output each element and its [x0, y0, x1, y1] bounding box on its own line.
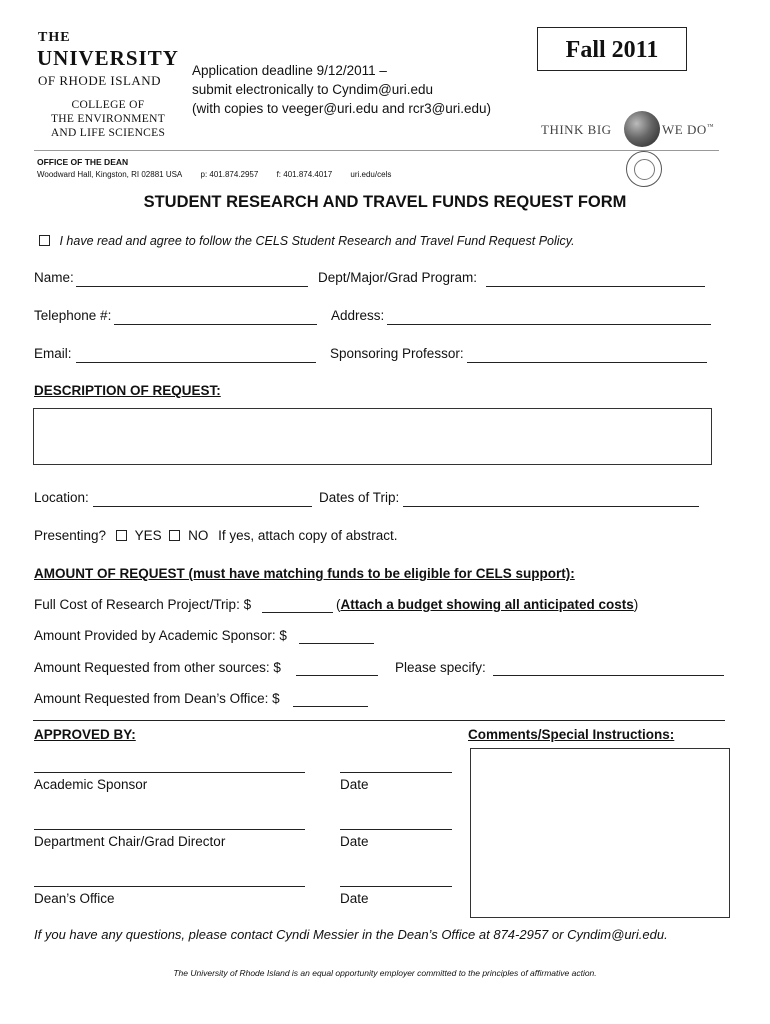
- contact-note: If you have any questions, please contact Cyndi Messier in the Dean’s Office at 874-2957 or Cyndim@uri.edu.: [34, 927, 668, 942]
- office-title: OFFICE OF THE DEAN: [37, 157, 129, 167]
- globe-icon: [624, 111, 660, 147]
- date-label: Date: [340, 891, 369, 906]
- presenting-row: [34, 528, 398, 543]
- full-cost-note-wrap: (Attach a budget showing all anticipated costs): [336, 597, 639, 612]
- yes-label: YES: [134, 528, 162, 543]
- college-name: [38, 98, 178, 140]
- date-label: Date: [340, 777, 369, 792]
- date-line[interactable]: [340, 829, 452, 830]
- comments-box[interactable]: [470, 748, 730, 918]
- footer-note: The University of Rhode Island is an equal opportunity employer committed to the principles of affirmative action.: [173, 968, 597, 978]
- no-checkbox[interactable]: [169, 530, 180, 541]
- form-title: STUDENT RESEARCH AND TRAVEL FUNDS REQUEST FORM: [143, 193, 627, 211]
- deadline-line: submit electronically to Cyndim@uri.edu: [192, 82, 434, 97]
- office-contact: [37, 170, 391, 179]
- address-label: Address:: [331, 308, 385, 323]
- signature-line[interactable]: [34, 772, 305, 773]
- university-seal-icon: [626, 151, 662, 187]
- location-label: Location:: [34, 490, 89, 505]
- email-label: Email:: [34, 346, 72, 361]
- office-address: Woodward Hall, Kingston, RI 02881 USA: [37, 170, 183, 179]
- slogan-left: THINK BIG: [541, 122, 612, 137]
- approved-heading: APPROVED BY:: [34, 727, 136, 742]
- sponsor-amount-label: Amount Provided by Academic Sponsor: $: [34, 628, 287, 643]
- date-label: Date: [340, 834, 369, 849]
- office-fax: f: 401.874.4017: [276, 170, 333, 179]
- agreement-row: [39, 234, 575, 248]
- address-field[interactable]: [387, 324, 711, 325]
- dean-amount-label: Amount Requested from Dean’s Office: $: [34, 691, 280, 706]
- please-specify-field[interactable]: [493, 675, 724, 676]
- dates-field[interactable]: [403, 506, 699, 507]
- signature-role: Department Chair/Grad Director: [34, 834, 226, 849]
- college-line: THE ENVIRONMENT: [50, 113, 166, 125]
- full-cost-label: Full Cost of Research Project/Trip: $: [34, 597, 252, 612]
- office-phone: p: 401.874.2957: [200, 170, 259, 179]
- header-divider: [34, 150, 719, 151]
- sponsor-field[interactable]: [467, 362, 707, 363]
- office-web: uri.edu/cels: [350, 170, 392, 179]
- deadline-line: Application deadline 9/12/2011 –: [192, 63, 387, 78]
- deadline-line: (with copies to veeger@uri.edu and rcr3@uri.edu): [192, 101, 492, 116]
- section-divider: [33, 720, 725, 721]
- signature-line[interactable]: [34, 886, 305, 887]
- full-cost-note: Attach a budget showing all anticipated costs: [340, 597, 634, 612]
- yes-checkbox[interactable]: [116, 530, 127, 541]
- presenting-label: Presenting?: [34, 528, 107, 543]
- slogan-right: WE DO™: [662, 122, 715, 137]
- email-field[interactable]: [76, 362, 316, 363]
- description-box[interactable]: [33, 408, 712, 465]
- description-heading: DESCRIPTION OF REQUEST:: [34, 383, 221, 398]
- amount-heading: AMOUNT OF REQUEST (must have matching funds to be eligible for CELS support):: [34, 566, 575, 581]
- comments-heading: Comments/Special Instructions:: [468, 727, 675, 742]
- sponsor-label: Sponsoring Professor:: [330, 346, 464, 361]
- date-line[interactable]: [340, 886, 452, 887]
- date-line[interactable]: [340, 772, 452, 773]
- term-badge: Fall 2011: [537, 27, 687, 71]
- name-field[interactable]: [76, 286, 308, 287]
- name-label: Name:: [34, 270, 74, 285]
- telephone-field[interactable]: [114, 324, 317, 325]
- signature-line[interactable]: [34, 829, 305, 830]
- full-cost-field[interactable]: [262, 612, 333, 613]
- university-state: OF RHODE ISLAND: [38, 73, 162, 88]
- signature-role: Academic Sponsor: [34, 777, 148, 792]
- telephone-label: Telephone #:: [34, 308, 112, 323]
- college-line: COLLEGE OF: [71, 99, 145, 111]
- signature-role: Dean’s Office: [34, 891, 115, 906]
- presenting-note: If yes, attach copy of abstract.: [218, 528, 398, 543]
- agreement-text: I have read and agree to follow the CELS Student Research and Travel Fund Request Policy.: [59, 234, 575, 248]
- university-name: UNIVERSITY: [37, 46, 179, 70]
- dept-field[interactable]: [486, 286, 705, 287]
- other-sources-field[interactable]: [296, 675, 378, 676]
- please-specify-label: Please specify:: [395, 660, 486, 675]
- college-line: AND LIFE SCIENCES: [50, 127, 166, 139]
- no-label: NO: [188, 528, 209, 543]
- university-the: THE: [38, 30, 71, 45]
- deadline-notice: [192, 61, 491, 118]
- location-field[interactable]: [93, 506, 312, 507]
- agreement-checkbox[interactable]: [39, 235, 50, 246]
- dates-label: Dates of Trip:: [319, 490, 400, 505]
- dept-label: Dept/Major/Grad Program:: [318, 270, 478, 285]
- dean-amount-field[interactable]: [293, 706, 368, 707]
- other-sources-label: Amount Requested from other sources: $: [34, 660, 281, 675]
- sponsor-amount-field[interactable]: [299, 643, 374, 644]
